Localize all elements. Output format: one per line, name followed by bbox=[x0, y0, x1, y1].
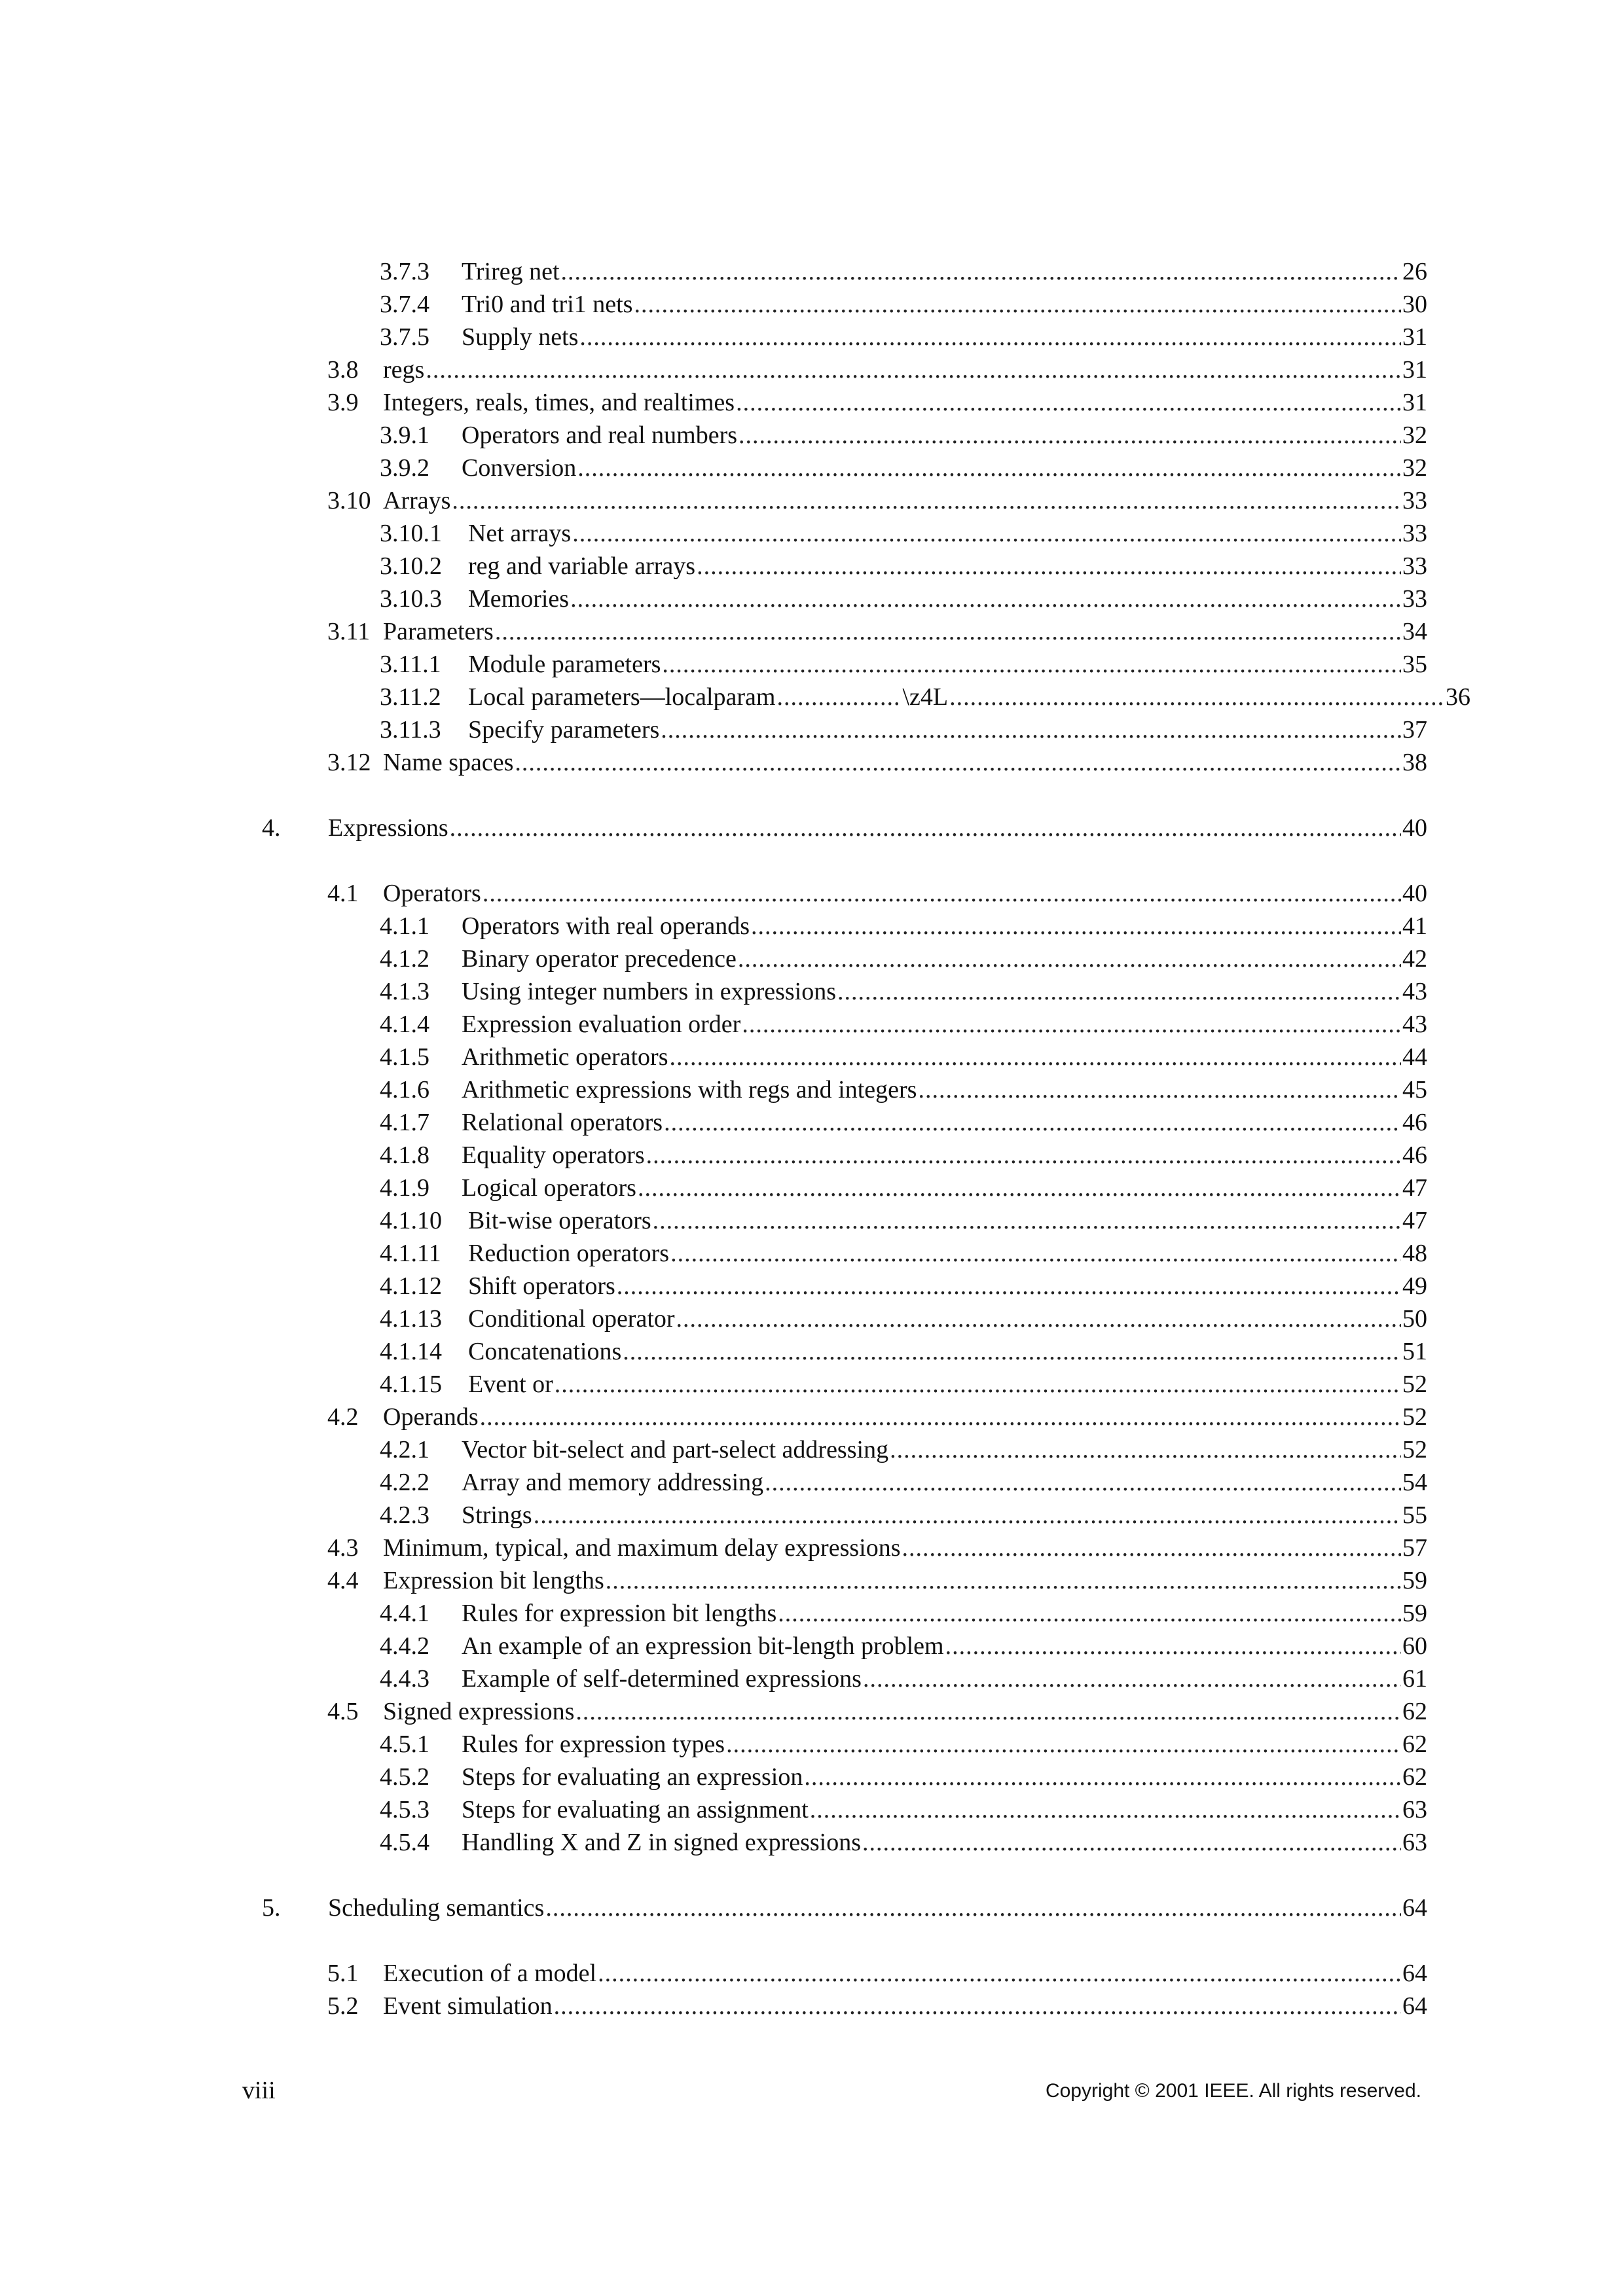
toc-entry-title: Operators with real operands bbox=[462, 912, 750, 940]
toc-entry-page: 50 bbox=[1402, 1305, 1427, 1333]
toc-entry-title: Shift operators bbox=[468, 1272, 615, 1300]
toc-entry-number: 4.1.15 bbox=[380, 1371, 442, 1398]
toc-entry-number: 5. bbox=[262, 1894, 281, 1922]
copyright-notice: Copyright © 2001 IEEE. All rights reserved. bbox=[1045, 2080, 1421, 2102]
toc-entry-title: Binary operator precedence bbox=[462, 945, 737, 973]
toc-entry-page: 31 bbox=[1402, 389, 1427, 416]
toc-leader-dots bbox=[863, 1662, 1401, 1695]
toc-entry-page: 59 bbox=[1402, 1600, 1427, 1627]
toc-leader-dots bbox=[575, 1695, 1401, 1728]
toc-entry-number: 3.9.1 bbox=[380, 422, 429, 449]
toc-entry-page: 45 bbox=[1402, 1076, 1427, 1103]
toc-entry[interactable] bbox=[380, 1662, 1427, 1695]
toc-entry-number: 4.1.1 bbox=[380, 912, 429, 940]
toc-entry-number: 4.4.2 bbox=[380, 1632, 429, 1660]
toc-entry-number: 4.1.4 bbox=[380, 1011, 429, 1038]
toc-entry-number: 4.5 bbox=[327, 1698, 359, 1725]
toc-entry-title: Example of self-determined expressions bbox=[462, 1665, 862, 1693]
toc-entry-title: Rules for expression bit lengths bbox=[462, 1600, 777, 1627]
toc-leader-dots bbox=[862, 1826, 1401, 1859]
toc-entry[interactable] bbox=[380, 1008, 1427, 1041]
toc-entry-title: Expression evaluation order bbox=[462, 1011, 741, 1038]
toc-leader-dots bbox=[555, 1368, 1401, 1401]
toc-leader-dots bbox=[653, 1204, 1401, 1237]
toc-entry[interactable] bbox=[327, 615, 1427, 648]
toc-entry-number: 4.4 bbox=[327, 1567, 359, 1594]
toc-entry-title: Tri0 and tri1 nets bbox=[462, 291, 633, 318]
toc-leader-dots bbox=[577, 452, 1401, 484]
toc-entry-page: 42 bbox=[1402, 945, 1427, 973]
toc-entry-page: 30 bbox=[1402, 291, 1427, 318]
toc-entry-number: 4.1.2 bbox=[380, 945, 429, 973]
toc-entry-number: 3.10.2 bbox=[380, 552, 442, 580]
toc-leader-dots bbox=[606, 1564, 1401, 1597]
toc-entry-page: 63 bbox=[1402, 1829, 1427, 1856]
toc-leader-dots bbox=[452, 484, 1401, 517]
toc-entry-number: 4.2.1 bbox=[380, 1436, 429, 1463]
toc-entry-title: Event simulation bbox=[383, 1992, 553, 2020]
toc-entry-title: Operators bbox=[383, 880, 481, 907]
toc-entry-title: Net arrays bbox=[468, 520, 572, 547]
toc-entry-number: 4.1.8 bbox=[380, 1141, 429, 1169]
toc-leader-dots bbox=[804, 1761, 1401, 1793]
toc-entry[interactable] bbox=[380, 1204, 1427, 1237]
toc-entry-page: 62 bbox=[1402, 1731, 1427, 1758]
toc-entry[interactable] bbox=[380, 648, 1427, 681]
toc-entry-page: 31 bbox=[1402, 356, 1427, 384]
toc-leader-dots bbox=[949, 681, 1444, 713]
toc-entry-page: 64 bbox=[1402, 1992, 1427, 2020]
toc-entry-page: 52 bbox=[1402, 1436, 1427, 1463]
toc-entry-page: 59 bbox=[1402, 1567, 1427, 1594]
toc-entry-page: 33 bbox=[1402, 520, 1427, 547]
toc-entry-page: 57 bbox=[1402, 1534, 1427, 1562]
toc-entry[interactable] bbox=[380, 550, 1427, 583]
toc-entry-title: Equality operators bbox=[462, 1141, 645, 1169]
toc-entry-page: 52 bbox=[1402, 1403, 1427, 1431]
toc-entry[interactable] bbox=[380, 1826, 1427, 1859]
toc-leader-dots bbox=[742, 1008, 1401, 1041]
toc-entry[interactable] bbox=[380, 1597, 1427, 1630]
toc-entry[interactable] bbox=[380, 1270, 1427, 1302]
toc-entry[interactable] bbox=[327, 1532, 1427, 1564]
toc-entry-number: 4.2.2 bbox=[380, 1469, 429, 1496]
toc-leader-dots bbox=[738, 942, 1401, 975]
toc-entry-page: 64 bbox=[1402, 1960, 1427, 1987]
toc-leader-dots bbox=[810, 1793, 1401, 1826]
toc-entry-page: 55 bbox=[1402, 1501, 1427, 1529]
toc-entry[interactable] bbox=[380, 1106, 1427, 1139]
toc-entry[interactable] bbox=[380, 1172, 1427, 1204]
toc-entry[interactable] bbox=[327, 1957, 1427, 1990]
toc-entry-number: 3.11.3 bbox=[380, 716, 441, 744]
toc-entry-number: 3.11 bbox=[327, 618, 371, 645]
toc-leader-dots bbox=[646, 1139, 1401, 1172]
toc-entry[interactable] bbox=[380, 1761, 1427, 1793]
toc-entry[interactable] bbox=[380, 255, 1427, 288]
toc-entry[interactable] bbox=[380, 321, 1427, 353]
toc-leader-dots bbox=[545, 1892, 1401, 1924]
toc-leader-dots bbox=[634, 288, 1401, 321]
toc-leader-dots bbox=[534, 1499, 1401, 1532]
toc-entry-number: 3.7.4 bbox=[380, 291, 429, 318]
toc-leader-dots bbox=[554, 1990, 1401, 2022]
toc-leader-dots bbox=[623, 1335, 1401, 1368]
toc-entry-title: reg and variable arrays bbox=[468, 552, 696, 580]
toc-leader-dots bbox=[579, 321, 1401, 353]
toc-leader-dots bbox=[890, 1433, 1401, 1466]
toc-leader-dots bbox=[778, 1597, 1401, 1630]
toc-leader-dots bbox=[480, 1401, 1401, 1433]
toc-entry-number: 4.5.4 bbox=[380, 1829, 429, 1856]
toc-entry-number: 3.12 bbox=[327, 749, 371, 776]
toc-leader-dots bbox=[676, 1302, 1401, 1335]
toc-entry-title: Integers, reals, times, and realtimes bbox=[383, 389, 735, 416]
toc-entry-number: 3.10 bbox=[327, 487, 371, 514]
toc-entry-page: 38 bbox=[1402, 749, 1427, 776]
toc-entry-number: 4.5.1 bbox=[380, 1731, 429, 1758]
toc-entry-page: 32 bbox=[1402, 454, 1427, 482]
page-number-label: viii bbox=[242, 2077, 276, 2104]
toc-entry-title: Steps for evaluating an assignment bbox=[462, 1796, 809, 1823]
toc-entry-title: Conditional operator bbox=[468, 1305, 675, 1333]
toc-entry-number: 4.1.3 bbox=[380, 978, 429, 1005]
toc-entry[interactable] bbox=[327, 1990, 1427, 2022]
toc-entry[interactable] bbox=[380, 1073, 1427, 1106]
toc-entry-title: Conversion bbox=[462, 454, 577, 482]
toc-entry-number: 5.2 bbox=[327, 1992, 359, 2020]
toc-leader-dots bbox=[918, 1073, 1401, 1106]
toc-entry-number: 3.11.1 bbox=[380, 651, 441, 678]
toc-entry[interactable] bbox=[327, 877, 1427, 910]
toc-entry-title: An example of an expression bit-length problem bbox=[462, 1632, 944, 1660]
toc-entry-title: Operands bbox=[383, 1403, 479, 1431]
toc-entry-title: Logical operators bbox=[462, 1174, 636, 1202]
toc-leader-dots bbox=[945, 1630, 1401, 1662]
toc-entry-page: 44 bbox=[1402, 1043, 1427, 1071]
toc-entry-number: 4.1.11 bbox=[380, 1240, 441, 1267]
toc-entry[interactable] bbox=[380, 942, 1427, 975]
toc-leader-dots bbox=[495, 615, 1401, 648]
toc-entry-page: 54 bbox=[1402, 1469, 1427, 1496]
toc-entry[interactable] bbox=[380, 1499, 1427, 1532]
toc-entry-title: Arithmetic operators bbox=[462, 1043, 668, 1071]
toc-leader-dots bbox=[726, 1728, 1401, 1761]
toc-leader-dots bbox=[697, 550, 1401, 583]
toc-entry-number: 3.10.1 bbox=[380, 520, 442, 547]
toc-leader-dots bbox=[751, 910, 1401, 942]
toc-entry-number: 4.4.1 bbox=[380, 1600, 429, 1627]
toc-entry[interactable] bbox=[380, 1368, 1427, 1401]
toc-entry[interactable] bbox=[327, 1564, 1427, 1597]
toc-entry-page: 62 bbox=[1402, 1698, 1427, 1725]
toc-entry[interactable] bbox=[380, 681, 1470, 713]
toc-entry-title: Specify parameters bbox=[468, 716, 660, 744]
toc-leader-dots bbox=[598, 1957, 1401, 1990]
toc-entry[interactable] bbox=[380, 1302, 1427, 1335]
toc-leader-dots bbox=[426, 353, 1401, 386]
toc-entry-page: 62 bbox=[1402, 1763, 1427, 1791]
toc-entry-page: 49 bbox=[1402, 1272, 1427, 1300]
toc-entry-title: Minimum, typical, and maximum delay expressions bbox=[383, 1534, 901, 1562]
toc-leader-dots bbox=[570, 583, 1401, 615]
toc-entry-title: Parameters bbox=[383, 618, 494, 645]
toc-entry-number: 3.10.3 bbox=[380, 585, 442, 613]
toc-entry-page: 43 bbox=[1402, 978, 1427, 1005]
toc-entry[interactable] bbox=[380, 288, 1427, 321]
toc-entry[interactable] bbox=[327, 386, 1427, 419]
toc-leader-dots bbox=[638, 1172, 1401, 1204]
toc-entry-title: Operators and real numbers bbox=[462, 422, 738, 449]
toc-entry-title: Execution of a model bbox=[383, 1960, 597, 1987]
toc-entry-number: 4.1.14 bbox=[380, 1338, 442, 1365]
toc-entry-number: 3.11.2 bbox=[380, 683, 441, 711]
toc-entry-title: Supply nets bbox=[462, 323, 579, 351]
toc-entry[interactable] bbox=[327, 1695, 1427, 1728]
toc-entry-number: 4.1.6 bbox=[380, 1076, 429, 1103]
toc-leader-dots bbox=[765, 1466, 1401, 1499]
toc-entry-page: 46 bbox=[1402, 1141, 1427, 1169]
toc-leader-dots bbox=[670, 1237, 1401, 1270]
toc-entry[interactable] bbox=[380, 1237, 1427, 1270]
toc-entry[interactable] bbox=[327, 484, 1427, 517]
toc-leader-dots bbox=[561, 255, 1401, 288]
toc-entry-number: 4.2 bbox=[327, 1403, 359, 1431]
toc-entry-page: 47 bbox=[1402, 1207, 1427, 1234]
toc-entry-title: Arithmetic expressions with regs and integers bbox=[462, 1076, 917, 1103]
toc-entry-page: 35 bbox=[1402, 651, 1427, 678]
toc-entry-title: Signed expressions bbox=[383, 1698, 575, 1725]
toc-entry-artifact: \z4L bbox=[902, 683, 949, 711]
toc-entry-page: 46 bbox=[1402, 1109, 1427, 1136]
toc-leader-dots bbox=[450, 812, 1401, 844]
toc-entry-page: 41 bbox=[1402, 912, 1427, 940]
toc-entry[interactable] bbox=[380, 419, 1427, 452]
toc-entry-title: Array and memory addressing bbox=[462, 1469, 764, 1496]
toc-leader-dots bbox=[736, 386, 1401, 419]
toc-entry-number: 4.1.9 bbox=[380, 1174, 429, 1202]
toc-entry-number: 4.4.3 bbox=[380, 1665, 429, 1693]
toc-entry-title: Trireg net bbox=[462, 258, 560, 285]
toc-entry[interactable] bbox=[380, 1139, 1427, 1172]
toc-entry-page: 61 bbox=[1402, 1665, 1427, 1693]
toc-entry[interactable] bbox=[327, 1401, 1427, 1433]
toc-entry-number: 3.9 bbox=[327, 389, 359, 416]
toc-entry-page: 33 bbox=[1402, 585, 1427, 613]
toc-entry[interactable] bbox=[380, 713, 1427, 746]
toc-entry[interactable] bbox=[380, 1433, 1427, 1466]
toc-entry-number: 3.7.5 bbox=[380, 323, 429, 351]
toc-entry-page: 47 bbox=[1402, 1174, 1427, 1202]
toc-entry[interactable] bbox=[380, 517, 1427, 550]
toc-entry-title: Module parameters bbox=[468, 651, 661, 678]
toc-entry[interactable] bbox=[327, 353, 1427, 386]
toc-entry-page: 31 bbox=[1402, 323, 1427, 351]
toc-entry-page: 60 bbox=[1402, 1632, 1427, 1660]
toc-entry-page: 26 bbox=[1402, 258, 1427, 285]
toc-entry-number: 4. bbox=[262, 814, 281, 842]
toc-entry-title: Vector bit-select and part-select addressing bbox=[462, 1436, 889, 1463]
toc-entry-title: Handling X and Z in signed expressions bbox=[462, 1829, 862, 1856]
toc-leader-dots bbox=[572, 517, 1401, 550]
toc-entry-title: Local parameters—localparam bbox=[468, 683, 776, 711]
toc-entry[interactable] bbox=[380, 1041, 1427, 1073]
toc-entry-page: 52 bbox=[1402, 1371, 1427, 1398]
toc-entry[interactable] bbox=[380, 452, 1427, 484]
toc-leader-dots bbox=[662, 648, 1401, 681]
toc-entry-title: Scheduling semantics bbox=[328, 1894, 545, 1922]
toc-entry-title: Name spaces bbox=[383, 749, 514, 776]
toc-entry[interactable] bbox=[380, 1466, 1427, 1499]
toc-leader-dots bbox=[670, 1041, 1401, 1073]
toc-entry-page: 40 bbox=[1402, 880, 1427, 907]
toc-entry-title: Strings bbox=[462, 1501, 532, 1529]
toc-entry-title: Arrays bbox=[383, 487, 451, 514]
toc-leader-dots bbox=[739, 419, 1401, 452]
toc-entry[interactable] bbox=[380, 1793, 1427, 1826]
toc-entry[interactable] bbox=[380, 1728, 1427, 1761]
toc-entry-number: 4.1.12 bbox=[380, 1272, 442, 1300]
toc-leader-dots bbox=[661, 713, 1401, 746]
toc-entry[interactable] bbox=[380, 910, 1427, 942]
toc-entry[interactable] bbox=[262, 812, 1427, 844]
toc-entry-page: 36 bbox=[1446, 683, 1470, 711]
toc-entry-page: 63 bbox=[1402, 1796, 1427, 1823]
toc-entry-page: 51 bbox=[1402, 1338, 1427, 1365]
toc-entry-number: 4.1.13 bbox=[380, 1305, 442, 1333]
toc-entry[interactable] bbox=[380, 583, 1427, 615]
toc-entry-page: 33 bbox=[1402, 487, 1427, 514]
toc-entry-page: 32 bbox=[1402, 422, 1427, 449]
toc-entry-title: Relational operators bbox=[462, 1109, 663, 1136]
toc-leader-dots bbox=[837, 975, 1401, 1008]
toc-entry[interactable] bbox=[262, 1892, 1427, 1924]
toc-entry[interactable] bbox=[327, 746, 1427, 779]
toc-entry-number: 4.5.2 bbox=[380, 1763, 429, 1791]
toc-entry-number: 4.1.7 bbox=[380, 1109, 429, 1136]
toc-entry[interactable] bbox=[380, 1630, 1427, 1662]
toc-leader-dots bbox=[902, 1532, 1402, 1564]
toc-entry-page: 34 bbox=[1402, 618, 1427, 645]
toc-entry-title: Expression bit lengths bbox=[383, 1567, 604, 1594]
toc-entry-page: 37 bbox=[1402, 716, 1427, 744]
toc-leader-dots bbox=[776, 681, 901, 713]
toc-leader-dots bbox=[515, 746, 1401, 779]
toc-entry-number: 3.8 bbox=[327, 356, 359, 384]
toc-entry-title: Event or bbox=[468, 1371, 553, 1398]
toc-entry-number: 4.3 bbox=[327, 1534, 359, 1562]
toc-entry-title: Reduction operators bbox=[468, 1240, 670, 1267]
toc-entry-number: 4.2.3 bbox=[380, 1501, 429, 1529]
toc-entry-number: 4.1.10 bbox=[380, 1207, 442, 1234]
toc-entry-title: Bit-wise operators bbox=[468, 1207, 651, 1234]
toc-entry-title: Memories bbox=[468, 585, 570, 613]
toc-entry-page: 43 bbox=[1402, 1011, 1427, 1038]
toc-entry-number: 5.1 bbox=[327, 1960, 359, 1987]
toc-entry-page: 33 bbox=[1402, 552, 1427, 580]
toc-entry-number: 4.1 bbox=[327, 880, 359, 907]
toc-entry-title: regs bbox=[383, 356, 425, 384]
toc-entry-number: 3.7.3 bbox=[380, 258, 429, 285]
toc-entry[interactable] bbox=[380, 975, 1427, 1008]
toc-entry-title: Rules for expression types bbox=[462, 1731, 725, 1758]
toc-entry-page: 48 bbox=[1402, 1240, 1427, 1267]
toc-entry-number: 4.1.5 bbox=[380, 1043, 429, 1071]
toc-entry-title: Using integer numbers in expressions bbox=[462, 978, 837, 1005]
toc-leader-dots bbox=[617, 1270, 1401, 1302]
toc-leader-dots bbox=[664, 1106, 1401, 1139]
toc-entry-page: 64 bbox=[1402, 1894, 1427, 1922]
toc-leader-dots bbox=[483, 877, 1401, 910]
toc-entry-number: 4.5.3 bbox=[380, 1796, 429, 1823]
toc-entry-number: 3.9.2 bbox=[380, 454, 429, 482]
toc-entry-title: Concatenations bbox=[468, 1338, 622, 1365]
toc-entry-title: Expressions bbox=[328, 814, 448, 842]
toc-entry-title: Steps for evaluating an expression bbox=[462, 1763, 803, 1791]
toc-entry[interactable] bbox=[380, 1335, 1427, 1368]
toc-entry-page: 40 bbox=[1402, 814, 1427, 842]
